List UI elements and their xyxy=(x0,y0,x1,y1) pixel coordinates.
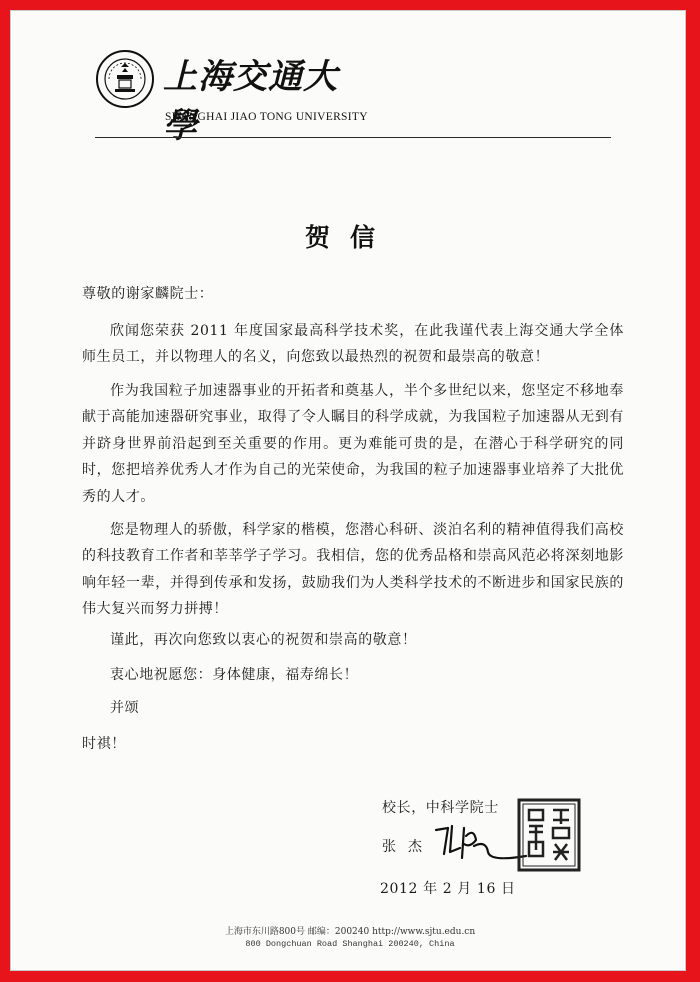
handwritten-signature xyxy=(430,818,530,874)
body-paragraph-3 xyxy=(82,517,624,623)
paragraph-text: 作为我国粒子加速器事业的开拓者和奠基人，半个多世纪以来，您坚定不移地奉献于高能加速器研究事业，取得了令人瞩目的科学成就，为我国粒子加速器从无到有并跻身世界前沿起到至关重要的作用。更为难能可贵的是，在潜心于科学研究的同时，您把培养优秀人才作为自己的光荣使命，为我国的粒子加速器事业培养了大批优秀的人才。 xyxy=(82,383,624,505)
closing-line-4: 时祺！ xyxy=(82,736,126,752)
letter-date: 2012 年 2 月 16 日 xyxy=(380,881,516,897)
closing-line-3: 并颂 xyxy=(110,700,140,716)
paragraph-text: 欣闻您荣获 2011 年度国家最高科学技术奖，在此我谨代表上海交通大学全体师生员工，并以物理人的名义，向您致以最热烈的祝贺和最崇高的敬意！ xyxy=(82,323,624,366)
closing-line-1: 谨此，再次向您致以衷心的祝贺和崇高的敬意！ xyxy=(110,632,417,648)
university-seal-icon xyxy=(95,49,155,109)
closing-line-2: 衷心地祝愿您：身体健康，福寿绵长！ xyxy=(110,667,359,683)
signatory-name: 张杰 xyxy=(382,839,434,855)
letterhead xyxy=(95,49,368,146)
salutation: 尊敬的谢家麟院士： xyxy=(82,286,214,302)
body-paragraph-2 xyxy=(82,378,624,510)
paragraph-text: 您是物理人的骄傲，科学家的楷模，您潜心科研、淡泊名利的精神值得我们高校的科技教育工作者和莘莘学子学习。我相信，您的优秀品格和崇高风范必将深刻地影响年轻一辈，并得到传承和发扬，鼓励我们为人类科学技术的不断进步和国家民族的伟大复兴而努力拼搏！ xyxy=(82,522,624,618)
university-name-cn: 上海交通大學 xyxy=(163,57,338,146)
footer-address-en: 800 Dongchuan Road Shanghai 200240, China xyxy=(245,939,455,949)
body-paragraph-1 xyxy=(82,318,624,371)
letterhead-divider xyxy=(95,137,611,138)
letter-title: 贺信 xyxy=(304,223,395,252)
university-name-en: SHANGHAI JIAO TONG UNIVERSITY xyxy=(165,111,368,123)
personal-seal-stamp xyxy=(517,798,581,872)
signatory-title: 校长，中科学院士 xyxy=(382,800,499,816)
footer-address-cn: 上海市东川路800号 邮编：200240 http://www.sjtu.edu.cn xyxy=(224,927,476,937)
